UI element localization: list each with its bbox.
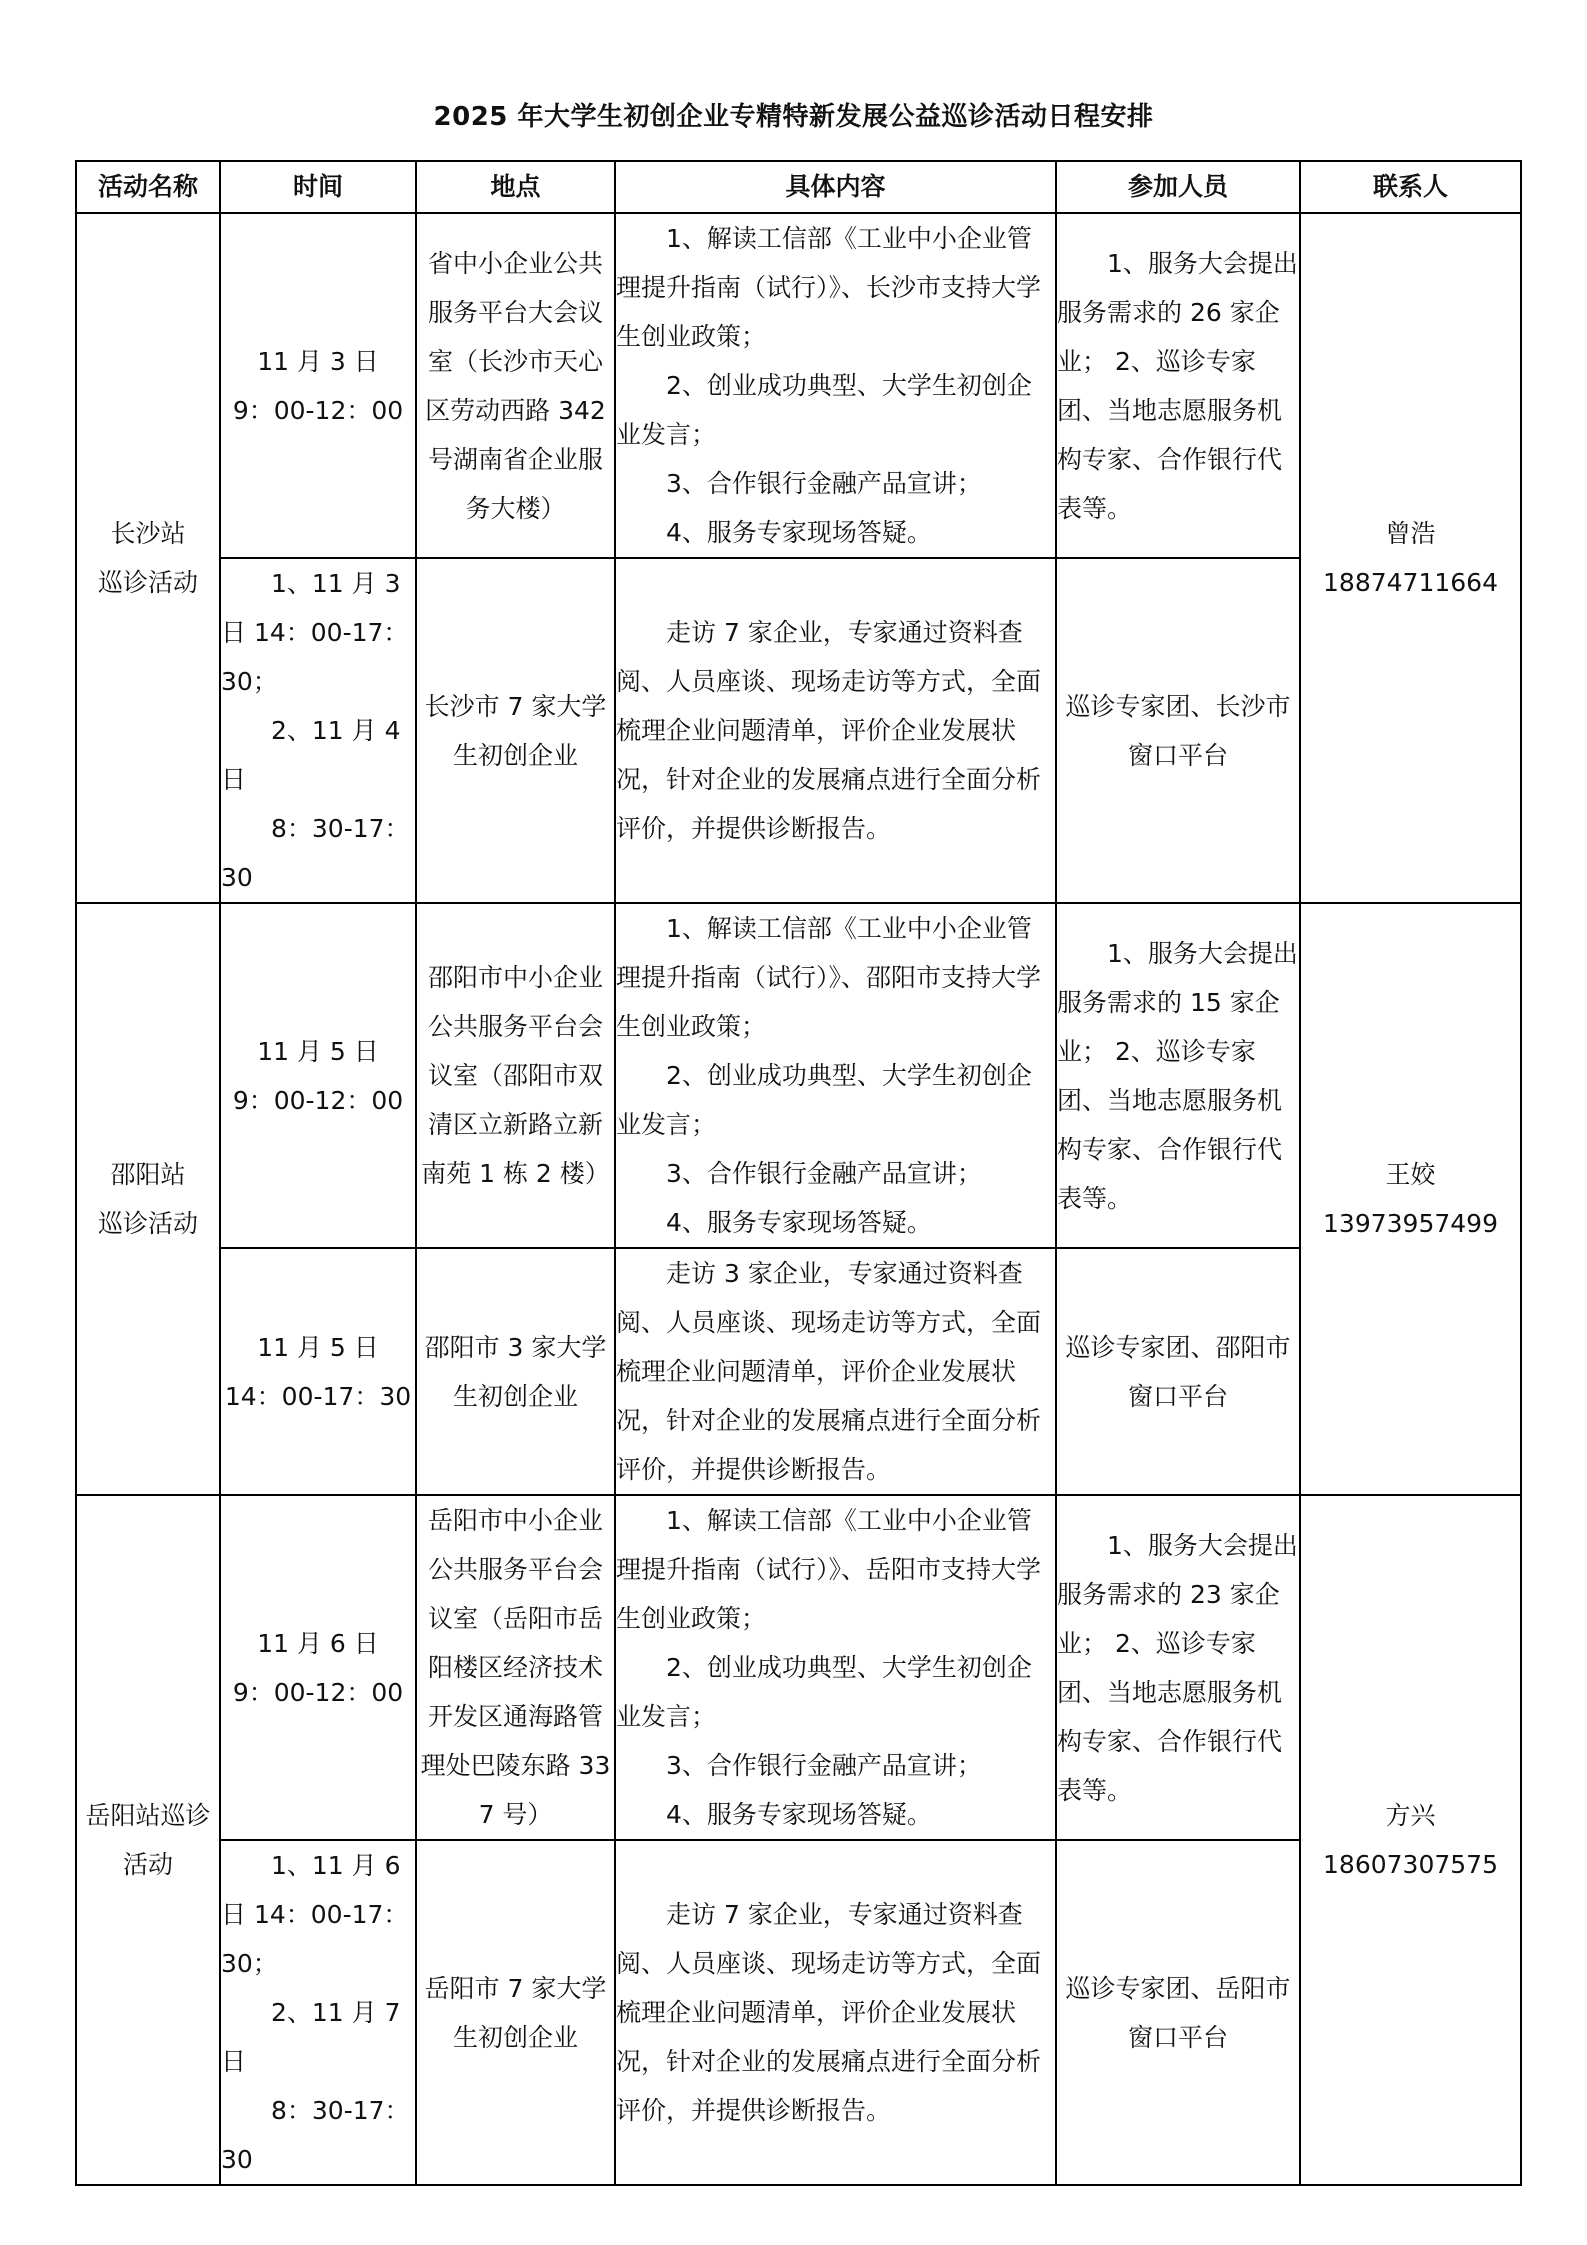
content-cell <box>615 1495 1056 1840</box>
participants-cell: 巡诊专家团、岳阳市窗口平台 <box>1056 1840 1300 2185</box>
contact-phone: 18607307575 <box>1323 1850 1498 1879</box>
content-item: 3、合作银行金融产品宣讲； <box>666 469 982 498</box>
header-time: 时间 <box>220 161 416 213</box>
contact-phone: 18874711664 <box>1323 568 1498 597</box>
header-participants: 参加人员 <box>1056 161 1300 213</box>
content-item: 2、创业成功典型、大学生初创企业发言； <box>616 1653 1032 1731</box>
header-content: 具体内容 <box>615 161 1056 213</box>
content-item: 1、解读工信部《工业中小企业管理提升指南（试行）》、邵阳市支持大学生创业政策； <box>616 914 1042 1041</box>
contact-phone: 13973957499 <box>1323 1209 1498 1238</box>
content-item: 1、解读工信部《工业中小企业管理提升指南（试行）》、长沙市支持大学生创业政策； <box>616 224 1042 351</box>
content-cell <box>615 213 1056 558</box>
time-cell <box>220 1248 416 1495</box>
time-line: 2、11 月 7 日 <box>221 1998 401 2076</box>
time-line: 11 月 3 日 <box>257 346 379 376</box>
table-row <box>76 213 1521 558</box>
time-line: 1、11 月 6 日 14：00-17：30； <box>221 1851 409 1978</box>
contact-name: 王姣 <box>1385 1160 1436 1189</box>
content-item: 3、合作银行金融产品宣讲； <box>666 1751 982 1780</box>
participants-item: 2、巡诊专家团、当地志愿服务机构专家、合作银行代表等。 <box>1057 1036 1283 1213</box>
activity-name-cell <box>76 213 220 903</box>
participants-item: 1、服务大会提出服务需求的 23 家企业； <box>1057 1530 1298 1658</box>
time-cell <box>220 903 416 1248</box>
time-line: 8：30-17：30 <box>221 2096 410 2174</box>
activity-name-cell <box>76 903 220 1495</box>
content-item: 4、服务专家现场答疑。 <box>666 1208 932 1237</box>
location-cell: 省中小企业公共服务平台大会议室（长沙市天心区劳动西路 342 号湖南省企业服务大楼） <box>416 213 615 558</box>
contact-name: 方兴 <box>1385 1801 1436 1830</box>
contact-name: 曾浩 <box>1385 519 1436 548</box>
time-line: 9：00-12：00 <box>232 395 404 425</box>
location-cell: 邵阳市 3 家大学生初创企业 <box>416 1248 615 1495</box>
activity-name-line: 巡诊活动 <box>97 568 198 597</box>
content-cell: 走访 7 家企业，专家通过资料查阅、人员座谈、现场走访等方式，全面梳理企业问题清单，评价企业发展状况，针对企业的发展痛点进行全面分析评价，并提供诊断报告。 <box>615 558 1056 903</box>
participants-item: 1、服务大会提出服务需求的 15 家企业； <box>1057 938 1298 1066</box>
content-item: 4、服务专家现场答疑。 <box>666 518 932 547</box>
location-cell: 岳阳市 7 家大学生初创企业 <box>416 1840 615 2185</box>
participants-cell: 巡诊专家团、邵阳市窗口平台 <box>1056 1248 1300 1495</box>
content-item: 4、服务专家现场答疑。 <box>666 1800 932 1829</box>
time-line: 2、11 月 4 日 <box>221 716 401 794</box>
location-cell: 岳阳市中小企业公共服务平台会议室（岳阳市岳阳楼区经济技术开发区通海路管理处巴陵东路 337 号） <box>416 1495 615 1840</box>
table-row <box>76 1495 1521 1840</box>
header-contact: 联系人 <box>1300 161 1521 213</box>
time-line: 9：00-12：00 <box>232 1085 404 1115</box>
document-title: 2025 年大学生初创企业专精特新发展公益巡诊活动日程安排 <box>433 102 1154 132</box>
location-cell: 长沙市 7 家大学生初创企业 <box>416 558 615 903</box>
contact-cell <box>1300 213 1521 903</box>
time-cell <box>220 558 416 903</box>
table-row <box>76 903 1521 1248</box>
location-cell: 邵阳市中小企业公共服务平台会议室（邵阳市双清区立新路立新南苑 1 栋 2 楼） <box>416 903 615 1248</box>
time-line: 8：30-17：30 <box>221 814 410 892</box>
time-line: 9：00-12：00 <box>232 1677 404 1707</box>
contact-cell <box>1300 1495 1521 2185</box>
activity-name-line: 长沙站 <box>110 519 186 548</box>
participants-cell: 巡诊专家团、长沙市窗口平台 <box>1056 558 1300 903</box>
time-line: 14：00-17：30 <box>224 1381 412 1411</box>
time-cell <box>220 1840 416 2185</box>
content-item: 2、创业成功典型、大学生初创企业发言； <box>616 1061 1032 1139</box>
header-location: 地点 <box>416 161 615 213</box>
participants-item: 1、服务大会提出服务需求的 26 家企业； <box>1057 248 1298 376</box>
header-activity-name: 活动名称 <box>76 161 220 213</box>
participants-item: 2、巡诊专家团、当地志愿服务机构专家、合作银行代表等。 <box>1057 346 1283 523</box>
participants-cell <box>1056 213 1300 558</box>
time-cell <box>220 213 416 558</box>
participants-item: 2、巡诊专家团、当地志愿服务机构专家、合作银行代表等。 <box>1057 1628 1283 1805</box>
time-line: 11 月 5 日 <box>257 1036 379 1066</box>
time-line: 11 月 5 日 <box>257 1332 379 1362</box>
activity-name-line: 巡诊活动 <box>97 1209 198 1238</box>
content-item: 1、解读工信部《工业中小企业管理提升指南（试行）》、岳阳市支持大学生创业政策； <box>616 1506 1042 1633</box>
time-line: 1、11 月 3 日 14：00-17：30； <box>221 569 409 696</box>
content-cell: 走访 7 家企业，专家通过资料查阅、人员座谈、现场走访等方式，全面梳理企业问题清单，评价企业发展状况，针对企业的发展痛点进行全面分析评价，并提供诊断报告。 <box>615 1840 1056 2185</box>
participants-cell <box>1056 1495 1300 1840</box>
content-item: 2、创业成功典型、大学生初创企业发言； <box>616 371 1032 449</box>
content-item: 3、合作银行金融产品宣讲； <box>666 1159 982 1188</box>
contact-cell <box>1300 903 1521 1495</box>
activity-name-line: 邵阳站 <box>110 1160 186 1189</box>
time-cell <box>220 1495 416 1840</box>
participants-cell <box>1056 903 1300 1248</box>
time-line: 11 月 6 日 <box>257 1628 379 1658</box>
content-cell: 走访 3 家企业，专家通过资料查阅、人员座谈、现场走访等方式，全面梳理企业问题清单，评价企业发展状况，针对企业的发展痛点进行全面分析评价，并提供诊断报告。 <box>615 1248 1056 1495</box>
schedule-table <box>75 160 1522 2186</box>
content-cell <box>615 903 1056 1248</box>
activity-name-cell: 岳阳站巡诊活动 <box>76 1495 220 2185</box>
header-row <box>76 161 1521 213</box>
